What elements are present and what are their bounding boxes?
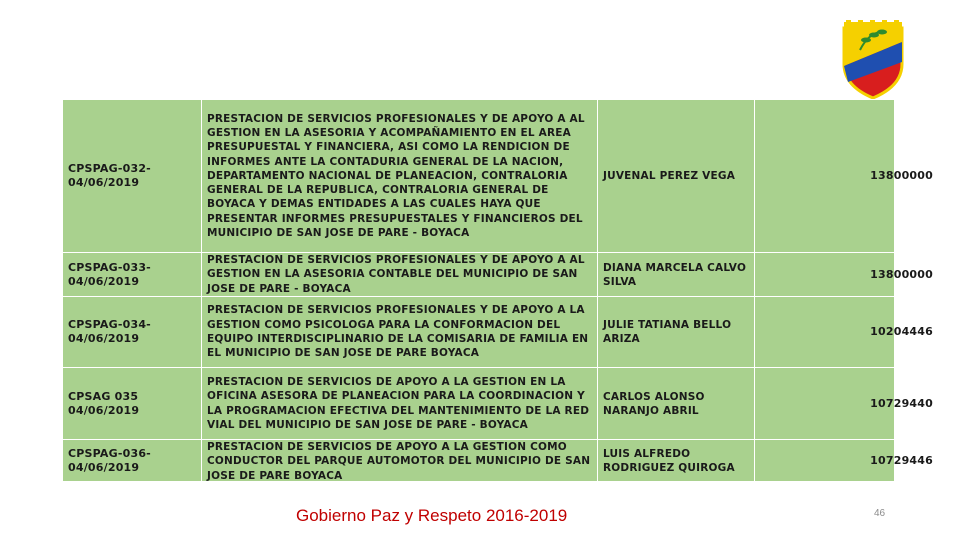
contract-code-cell	[63, 440, 202, 484]
contract-code: CPSAG 035	[68, 389, 139, 403]
contract-date: 04/06/2019	[68, 403, 140, 417]
contract-object-cell: PRESTACION DE SERVICIOS PROFESIONALES Y DE APOYO A AL GESTION EN LA ASESORIA CONTABLE DEL MUNICIPIO DE SAN JOSE DE PARE - BOYACA	[202, 253, 598, 297]
contract-code: CPSPAG-033-	[68, 260, 151, 274]
footer-slogan: Gobierno Paz y Respeto 2016-2019	[296, 506, 568, 525]
contractor-cell: LUIS ALFREDO RODRIGUEZ QUIROGA	[598, 440, 755, 484]
contract-code-cell	[63, 100, 202, 253]
contract-date: 04/06/2019	[68, 274, 140, 288]
contractor-cell: DIANA MARCELA CALVO SILVA	[598, 253, 755, 297]
table-row	[63, 440, 934, 484]
contract-object-cell: PRESTACION DE SERVICIOS DE APOYO A LA GESTION EN LA OFICINA ASESORA DE PLANEACION PARA LA COORDINACION Y LA PROGRAMACION EFECTIVA DEL MANTENIMIENTO DE LA RED VIAL DEL MUNICIPIO DE SAN JOSE DE PARE - BOYACA	[202, 368, 598, 440]
contract-value-cell: 10204446	[755, 297, 934, 368]
contract-value-cell: 10729440	[755, 368, 934, 440]
contracts-table	[62, 99, 934, 484]
contractor-cell: CARLOS ALONSO NARANJO ABRIL	[598, 368, 755, 440]
contract-code: CPSPAG-036-	[68, 447, 151, 461]
contractor-cell: JULIE TATIANA BELLO ARIZA	[598, 297, 755, 368]
contract-value-cell: 13800000	[755, 253, 934, 297]
contract-date: 04/06/2019	[68, 176, 140, 189]
contract-code-cell	[63, 253, 202, 297]
contractor-cell: JUVENAL PEREZ VEGA	[598, 100, 755, 253]
table-row	[63, 368, 934, 440]
contract-code-cell	[63, 368, 202, 440]
contract-code-cell	[63, 297, 202, 368]
table-row	[63, 253, 934, 297]
contract-date: 04/06/2019	[68, 461, 140, 475]
contract-code: CPSPAG-034-	[68, 318, 151, 331]
contract-value-cell: 10729446	[755, 440, 934, 484]
contracts-table-image	[62, 99, 933, 482]
page-number: 46	[874, 508, 886, 519]
contract-object-cell: PRESTACION DE SERVICIOS PROFESIONALES Y DE APOYO A AL GESTION EN LA ASESORIA Y ACOMPAÑAMIENTO EN EL AREA PRESUPUESTAL Y FINANCIERA, ASI COMO LA RENDICION DE INFORMES ANTE LA CONTADURIA GENERAL DE LA NACION, DEPARTAMENTO NACIONAL DE PLANEACION, CONTRALORIA GENERAL DE LA REPUBLICA, CONTRALORIA GENERAL DE BOYACA Y DEMAS ENTIDADES A LAS CUALES HAYA QUE PRESENTAR INFORMES PRESUPUESTALES Y FINANCIEROS DEL MUNICIPIO DE SAN JOSE DE PARE - BOYACA	[202, 100, 598, 253]
municipal-shield-logo	[838, 20, 908, 100]
table-row	[63, 100, 934, 253]
contract-value-cell: 13800000	[755, 100, 934, 253]
contract-object-cell: PRESTACION DE SERVICIOS PROFESIONALES Y DE APOYO A LA GESTION COMO PSICOLOGA PARA LA CONFORMACION DEL EQUIPO INTERDISCIPLINARIO DE LA COMISARIA DE FAMILIA EN EL MUNICIPIO DE SAN JOSE DE PARE BOYACA	[202, 297, 598, 368]
contract-date: 04/06/2019	[68, 332, 140, 345]
table-row	[63, 297, 934, 368]
contract-object-cell: PRESTACION DE SERVICIOS DE APOYO A LA GESTION COMO CONDUCTOR DEL PARQUE AUTOMOTOR DEL MUNICIPIO DE SAN JOSE DE PARE BOYACA	[202, 440, 598, 484]
contract-code: CPSPAG-032-	[68, 162, 151, 175]
